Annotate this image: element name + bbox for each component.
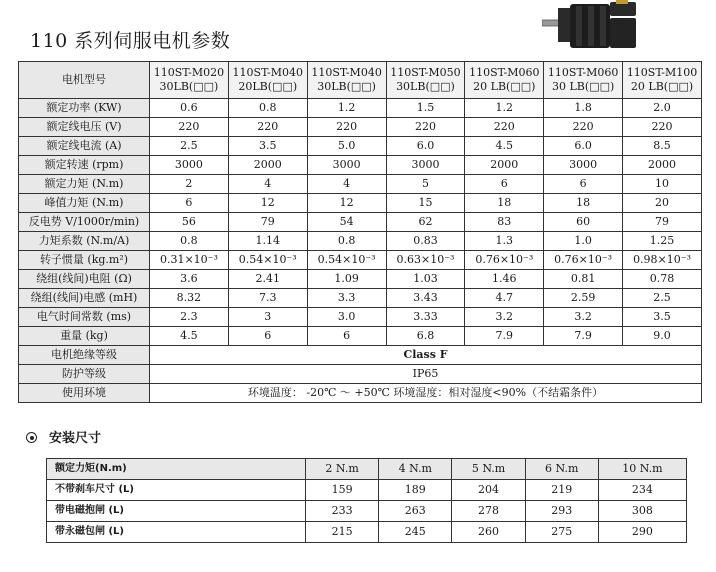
model-code: 110ST-M050 [390,66,461,79]
spec-value: 220 [465,118,544,137]
spec-value: 6 [307,327,386,346]
spec-value: 220 [228,118,307,137]
spec-merged-value: IP65 [150,365,702,384]
model-variant: 30LB(□□) [317,80,376,93]
spec-value: 0.63×10⁻³ [386,251,465,270]
spec-value: 1.8 [544,99,623,118]
model-name-cell [386,62,465,99]
spec-row [19,118,702,137]
spec-value: 220 [623,118,702,137]
spec-value: 0.8 [228,99,307,118]
model-variant: 20LB(□□) [238,80,298,93]
spec-value: 3.3 [307,289,386,308]
model-variant: 20 LB(□□) [630,80,694,93]
spec-merged-row [19,346,702,365]
spec-value: 0.81 [544,270,623,289]
spec-row [19,175,702,194]
spec-label: 额定线电流 (A) [19,137,150,156]
spec-value: 18 [465,194,544,213]
model-code: 110ST-M060 [469,66,540,79]
model-name-cell [307,62,386,99]
spec-row [19,213,702,232]
spec-value: 54 [307,213,386,232]
spec-value: 79 [623,213,702,232]
spec-value: 8.5 [623,137,702,156]
spec-value: 0.83 [386,232,465,251]
spec-value: 3000 [150,156,229,175]
spec-value: 2.5 [623,289,702,308]
spec-value: 2.41 [228,270,307,289]
dimension-value: 215 [306,522,379,543]
spec-value: 0.8 [150,232,229,251]
dimension-label: 带永磁包闸 (L) [47,522,306,543]
spec-value: 6.0 [386,137,465,156]
spec-value: 2000 [465,156,544,175]
spec-value: 0.76×10⁻³ [544,251,623,270]
spec-value: 0.54×10⁻³ [228,251,307,270]
dimension-value: 275 [525,522,598,543]
spec-value: 12 [228,194,307,213]
spec-value: 3.2 [544,308,623,327]
spec-value: 3.0 [307,308,386,327]
dimension-value: 189 [379,480,452,501]
dimension-value: 219 [525,480,598,501]
spec-value: 6.8 [386,327,465,346]
spec-value: 5 [386,175,465,194]
model-variant: 20 LB(□□) [473,80,536,93]
spec-value: 0.78 [623,270,702,289]
dimension-row [47,480,687,501]
dimension-value: 293 [525,501,598,522]
spec-value: 8.32 [150,289,229,308]
spec-value: 3.2 [465,308,544,327]
spec-value: 0.54×10⁻³ [307,251,386,270]
dimension-value: 260 [452,522,525,543]
torque-column-header: 6 N.m [525,459,598,480]
spec-value: 3.43 [386,289,465,308]
spec-value: 6.0 [544,137,623,156]
dimension-header-label: 额定力矩(N.m) [47,459,306,480]
spec-row [19,308,702,327]
spec-value: 3000 [544,156,623,175]
target-bullet-icon [26,432,37,443]
dimension-value: 308 [598,501,686,522]
spec-value: 220 [150,118,229,137]
spec-value: 79 [228,213,307,232]
model-variant: 30LB(□□) [396,80,455,93]
spec-label: 额定转速 (rpm) [19,156,150,175]
spec-row [19,251,702,270]
spec-value: 1.25 [623,232,702,251]
dimension-header-row [47,459,687,480]
spec-value: 220 [307,118,386,137]
model-name-cell [465,62,544,99]
spec-value: 15 [386,194,465,213]
torque-column-header: 10 N.m [598,459,686,480]
spec-value: 1.03 [386,270,465,289]
dimension-value: 278 [452,501,525,522]
model-code: 110ST-M060 [547,66,619,79]
spec-value: 3000 [307,156,386,175]
model-name-cell [544,62,623,99]
spec-merged-value: 环境温度： -20℃ ～ +50℃ 环境湿度：相对湿度<90%（不结霜条件） [150,384,702,403]
spec-label: 绕组(线间)电阻 (Ω) [19,270,150,289]
installation-dimension-table [46,458,687,543]
page-title: 110 系列伺服电机参数 [30,30,231,52]
spec-value: 6 [150,194,229,213]
dimension-value: 234 [598,480,686,501]
spec-value: 7.9 [544,327,623,346]
spec-label: 重量 (kg) [19,327,150,346]
spec-value: 2000 [623,156,702,175]
spec-value: 7.3 [228,289,307,308]
spec-label: 使用环境 [19,384,150,403]
spec-value: 9.0 [623,327,702,346]
spec-row [19,232,702,251]
spec-value: 83 [465,213,544,232]
spec-label: 额定力矩 (N.m) [19,175,150,194]
spec-value: 3 [228,308,307,327]
spec-value: 2 [150,175,229,194]
spec-value: 2.5 [150,137,229,156]
spec-value: 4 [307,175,386,194]
spec-value: 0.76×10⁻³ [465,251,544,270]
spec-row [19,289,702,308]
spec-row [19,194,702,213]
spec-row [19,270,702,289]
dimension-value: 159 [306,480,379,501]
spec-value: 5.0 [307,137,386,156]
spec-value: 220 [544,118,623,137]
spec-value: 1.2 [307,99,386,118]
spec-label: 防护等级 [19,365,150,384]
spec-label: 反电势 V/1000r/min) [19,213,150,232]
torque-column-header: 5 N.m [452,459,525,480]
spec-value: 6 [465,175,544,194]
model-code: 110ST-M040 [311,66,382,79]
section-title: 安装尺寸 [49,431,102,446]
model-header-row [19,62,702,99]
spec-value: 1.14 [228,232,307,251]
spec-value: 2.59 [544,289,623,308]
spec-value: 12 [307,194,386,213]
spec-value: 1.0 [544,232,623,251]
dimension-value: 290 [598,522,686,543]
torque-column-header: 4 N.m [379,459,452,480]
spec-row [19,156,702,175]
model-code: 110ST-M020 [153,66,225,79]
spec-label: 电机绝缘等级 [19,346,150,365]
spec-value: 2.0 [623,99,702,118]
spec-value: 3000 [386,156,465,175]
spec-value: 0.31×10⁻³ [150,251,229,270]
dimension-value: 233 [306,501,379,522]
spec-value: 62 [386,213,465,232]
model-code: 110ST-M040 [232,66,303,79]
spec-value: 0.98×10⁻³ [623,251,702,270]
spec-value: 1.46 [465,270,544,289]
spec-value: 1.09 [307,270,386,289]
model-name-cell [623,62,702,99]
spec-merged-row [19,384,702,403]
spec-value: 60 [544,213,623,232]
spec-label: 峰值力矩 (N.m) [19,194,150,213]
servo-motor-image [542,0,638,54]
spec-value: 0.6 [150,99,229,118]
spec-value: 6 [228,327,307,346]
spec-value: 18 [544,194,623,213]
spec-row [19,99,702,118]
dimension-label: 不带刹车尺寸 (L) [47,480,306,501]
spec-merged-value: Class F [150,346,702,365]
spec-value: 220 [386,118,465,137]
spec-value: 10 [623,175,702,194]
spec-value: 3.5 [623,308,702,327]
spec-value: 6 [544,175,623,194]
spec-label: 力矩系数 (N.m/A) [19,232,150,251]
dimension-row [47,501,687,522]
spec-value: 0.8 [307,232,386,251]
spec-value: 3.5 [228,137,307,156]
model-header-label: 电机型号 [19,62,150,99]
spec-label: 额定功率 (KW) [19,99,150,118]
spec-label: 转子惯量 (kg.m²) [19,251,150,270]
spec-label: 绕组(线间)电感 (mH) [19,289,150,308]
spec-label: 电气时间常数 (ms) [19,308,150,327]
spec-value: 20 [623,194,702,213]
spec-value: 4.7 [465,289,544,308]
spec-value: 3.6 [150,270,229,289]
spec-value: 1.5 [386,99,465,118]
spec-value: 1.3 [465,232,544,251]
servo-spec-table [18,61,702,403]
model-name-cell [228,62,307,99]
spec-value: 56 [150,213,229,232]
spec-label: 额定线电压 (V) [19,118,150,137]
torque-column-header: 2 N.m [306,459,379,480]
spec-value: 7.9 [465,327,544,346]
spec-row [19,327,702,346]
spec-value: 4.5 [150,327,229,346]
spec-value: 2000 [228,156,307,175]
spec-value: 3.33 [386,308,465,327]
model-code: 110ST-M100 [626,66,698,79]
dimension-label: 带电磁抱闸 (L) [47,501,306,522]
model-variant: 30LB(□□) [159,80,219,93]
spec-row [19,137,702,156]
model-variant: 30 LB(□□) [552,80,615,93]
spec-value: 1.2 [465,99,544,118]
spec-value: 2.3 [150,308,229,327]
section-heading [26,427,101,446]
spec-value: 4.5 [465,137,544,156]
spec-value: 4 [228,175,307,194]
model-name-cell [150,62,229,99]
dimension-row [47,522,687,543]
dimension-value: 245 [379,522,452,543]
dimension-value: 204 [452,480,525,501]
spec-merged-row [19,365,702,384]
dimension-value: 263 [379,501,452,522]
